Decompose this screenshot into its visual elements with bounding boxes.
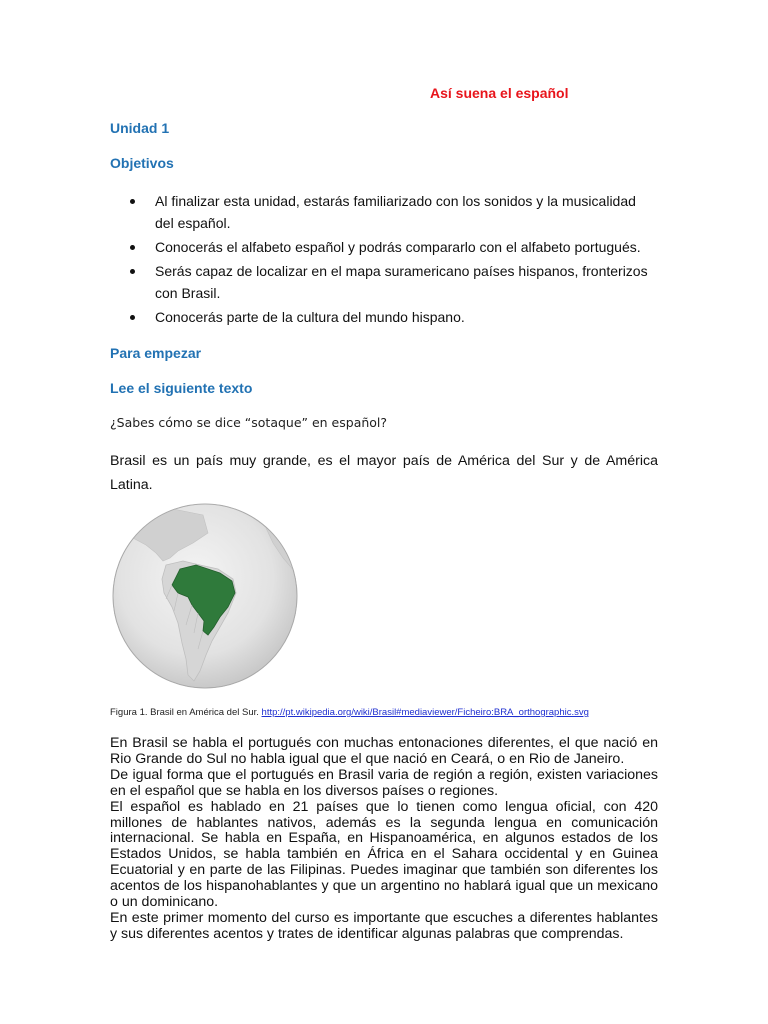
read-heading: Lee el siguiente texto xyxy=(110,380,253,396)
caption-link[interactable]: http://pt.wikipedia.org/wiki/Brasil#mediaviewer/Ficheiro:BRA_orthographic.svg xyxy=(261,707,589,718)
objective-text: Conocerás parte de la cultura del mundo hispano. xyxy=(155,309,465,325)
list-item xyxy=(110,260,658,304)
list-item xyxy=(110,306,658,328)
objective-text: Conocerás el alfabeto español y podrás compararlo con el alfabeto portugués. xyxy=(155,239,641,255)
start-heading: Para empezar xyxy=(110,345,202,361)
objective-text: Al finalizar esta unidad, estarás familiarizado con los sonidos y la musicalidad del español. xyxy=(155,193,636,231)
bullet-icon xyxy=(130,199,135,204)
figure-caption xyxy=(110,707,589,718)
bullet-icon xyxy=(130,245,135,250)
objective-text: Serás capaz de localizar en el mapa suramericano países hispanos, fronterizos con Brasil. xyxy=(155,263,648,301)
objectives-list xyxy=(110,190,658,330)
document-title: Así suena el español xyxy=(430,85,569,101)
question-text: ¿Sabes cómo se dice “sotaque” en español? xyxy=(110,415,388,430)
paragraph: En Brasil se habla el portugués con muchas entonaciones diferentes, el que nació en Rio Grande do Sul no habla igual que el que nació en Ceará, o en Rio de Janeiro. xyxy=(110,735,658,767)
brazil-globe-image xyxy=(108,503,303,693)
caption-label: Figura 1. Brasil en América del Sur. xyxy=(110,707,262,718)
list-item xyxy=(110,236,658,258)
body-text xyxy=(110,736,658,943)
unit-heading: Unidad 1 xyxy=(110,120,170,136)
objectives-heading: Objetivos xyxy=(110,155,174,171)
paragraph: El español es hablado en 21 países que lo tienen como lengua oficial, con 420 millones de hablantes nativos, además es la segunda lengua en comunicación internacional. Se habla en España, en Hispanoamérica, en algunos estados de los Estados Unidos, se habla también en África en el Sahara occidental y en Guinea Ecuatorial y en parte de las Filipinas. Puedes imaginar que también son diferentes los acentos de los hispanohablantes y que un argentino no hablará igual que un mexicano o un dominicano. xyxy=(110,798,658,911)
bullet-icon xyxy=(130,269,135,274)
intro-paragraph: Brasil es un país muy grande, es el mayor país de América del Sur y de América Latina. xyxy=(110,453,658,493)
bullet-icon xyxy=(130,315,135,320)
list-item xyxy=(110,190,658,234)
paragraph: En este primer momento del curso es importante que escuches a diferentes hablantes y sus diferentes acentos y trates de identificar algunas palabras que comprendas. xyxy=(110,909,658,942)
paragraph: De igual forma que el portugués en Brasil varia de región a región, existen variaciones en el español que se habla en los diversos países o regiones. xyxy=(110,766,658,799)
